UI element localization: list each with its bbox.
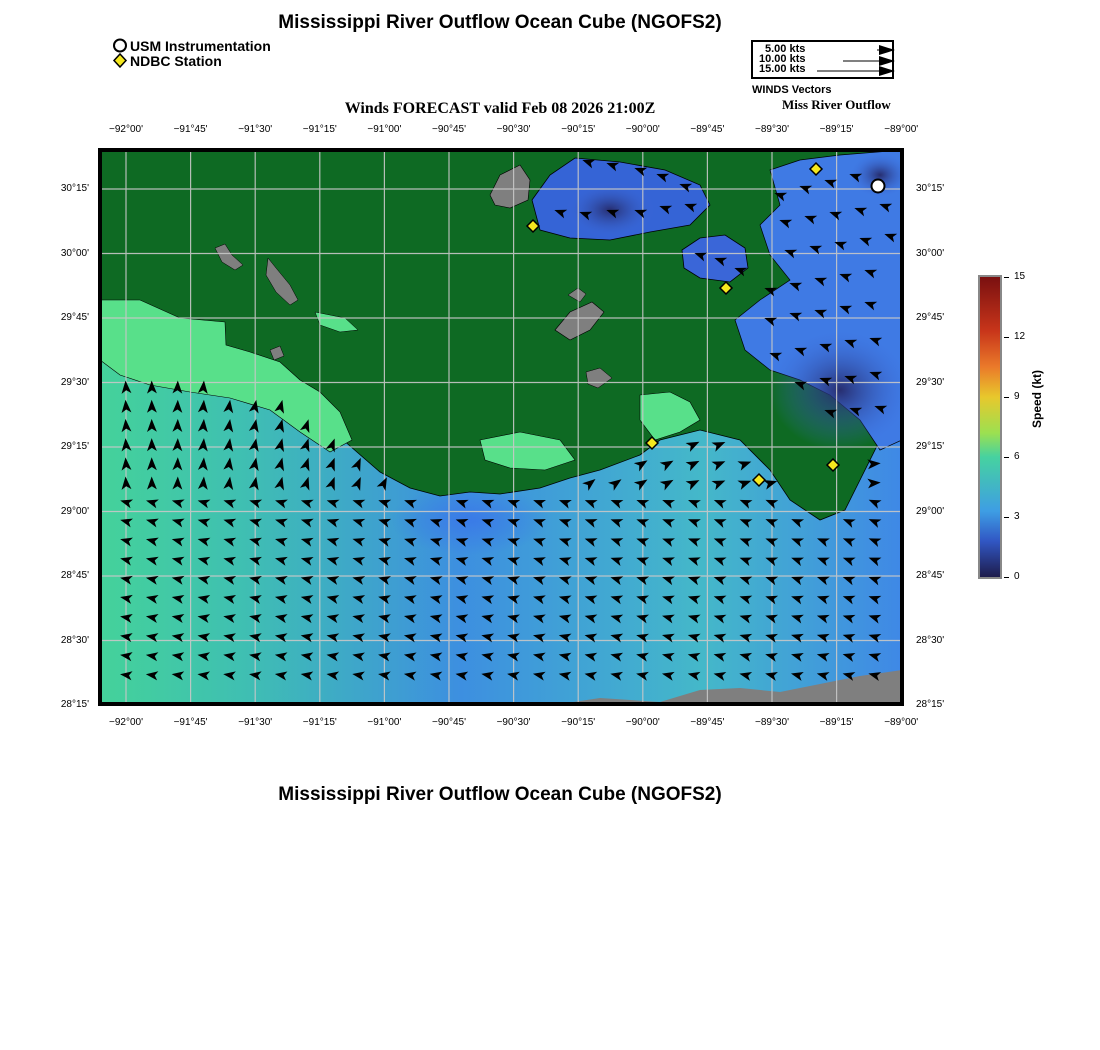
colorbar-label-text: Speed (kt) [1030, 369, 1044, 428]
lon-tick-label: −89°45' [690, 717, 725, 728]
lon-tick-label: −90°30' [496, 124, 531, 135]
colorbar-tick-label: 15 [1014, 271, 1026, 282]
lon-tick-label: −91°00' [367, 717, 402, 728]
colorbar-tick-label: 6 [1014, 451, 1020, 462]
lat-ticks-right [912, 0, 972, 1000]
top-title: Mississippi River Outflow Ocean Cube (NGOFS2) [278, 12, 722, 33]
ndbc-legend-label: NDBC Station [130, 52, 222, 69]
ndbc-diamond-icon [112, 53, 128, 68]
lat-tick-label: 28°30' [60, 634, 89, 646]
lat-tick-label: 30°15' [60, 183, 89, 194]
lon-tick-label: −89°45' [690, 124, 725, 135]
usm-legend-label: USM Instrumentation [130, 37, 271, 54]
lat-tick-label: 28°45' [916, 570, 945, 581]
lon-tick-label: −89°00' [884, 124, 919, 135]
lat-tick-label: 29°15' [60, 441, 89, 452]
vector-key-box [751, 40, 894, 79]
lon-tick-label: −91°30' [238, 124, 273, 135]
lat-tick-label: 29°15' [916, 441, 945, 452]
lat-tick-label: 29°45' [60, 312, 89, 323]
vector-key-10: 10.00 kts [759, 53, 806, 65]
colorbar-tick-mark [1004, 337, 1009, 338]
lat-tick-label: 28°30' [916, 634, 945, 646]
lon-tick-label: −90°45' [432, 717, 466, 728]
colorbar-tick-mark [1004, 577, 1009, 578]
wind-map [96, 146, 906, 708]
lon-tick-label: −91°45' [173, 717, 208, 728]
lon-tick-label: −89°30' [755, 124, 789, 135]
lat-tick-label: 30°15' [916, 183, 945, 194]
colorbar-tick-label: 3 [1014, 511, 1020, 522]
lon-tick-label: −91°00' [367, 124, 402, 135]
lon-tick-label: −89°15' [819, 717, 854, 728]
colorbar-tick-mark [1004, 277, 1009, 278]
lon-tick-label: −89°00' [884, 717, 919, 728]
lat-tick-label: 28°15' [916, 699, 945, 710]
lon-tick-label: −90°00' [625, 717, 660, 728]
colorbar-tick-label: 9 [1014, 391, 1020, 402]
lon-ticks-bottom [0, 717, 1000, 731]
colorbar-tick-mark [1004, 397, 1009, 398]
lat-tick-label: 30°00' [916, 247, 945, 259]
bottom-title: Mississippi River Outflow Ocean Cube (NGOFS2) [278, 784, 722, 805]
usm-circle-icon [112, 38, 128, 53]
lon-tick-label: −89°30' [755, 717, 789, 728]
lat-tick-label: 28°45' [60, 570, 89, 581]
vector-key-label: WINDS Vectors [752, 84, 832, 96]
region-label: Miss River Outflow [782, 97, 891, 112]
lon-ticks-top [0, 124, 1000, 138]
lat-ticks-left [0, 0, 95, 1000]
vector-key-15: 15.00 kts [759, 63, 806, 75]
lat-tick-label: 29°00' [916, 505, 945, 517]
lon-tick-label: −90°15' [561, 717, 596, 728]
lon-tick-label: −90°15' [561, 124, 596, 135]
lat-tick-label: 30°00' [60, 247, 89, 259]
colorbar-gradient [978, 275, 1002, 579]
lon-tick-label: −91°30' [238, 717, 273, 728]
lat-tick-label: 29°45' [916, 312, 945, 323]
lon-tick-label: −91°15' [302, 717, 337, 728]
lon-tick-label: −90°30' [496, 717, 531, 728]
colorbar-label [1030, 308, 1044, 428]
colorbar-tick-label: 12 [1014, 331, 1026, 342]
colorbar-tick-mark [1004, 517, 1009, 518]
lon-tick-label: −92°00' [109, 124, 143, 135]
lon-tick-label: −89°15' [819, 124, 854, 135]
lon-tick-label: −91°45' [173, 124, 208, 135]
vector-key-5: 5.00 kts [765, 43, 806, 55]
station-legend [112, 38, 271, 68]
colorbar [978, 275, 1002, 579]
colorbar-tick-label: 0 [1014, 571, 1020, 582]
vector-key-arrows [813, 42, 895, 78]
lat-tick-label: 28°15' [60, 699, 89, 710]
lat-tick-label: 29°30' [916, 376, 945, 388]
lat-tick-label: 29°30' [60, 376, 89, 388]
lon-tick-label: −91°15' [302, 124, 337, 135]
map-subtitle: Winds FORECAST valid Feb 08 2026 21:00Z [344, 100, 656, 117]
lon-tick-label: −90°45' [432, 124, 466, 135]
lat-tick-label: 29°00' [60, 505, 89, 517]
lon-tick-label: −90°00' [625, 124, 660, 135]
lon-tick-label: −92°00' [109, 717, 143, 728]
usm-station-marker[interactable] [872, 180, 885, 193]
colorbar-tick-mark [1004, 457, 1009, 458]
